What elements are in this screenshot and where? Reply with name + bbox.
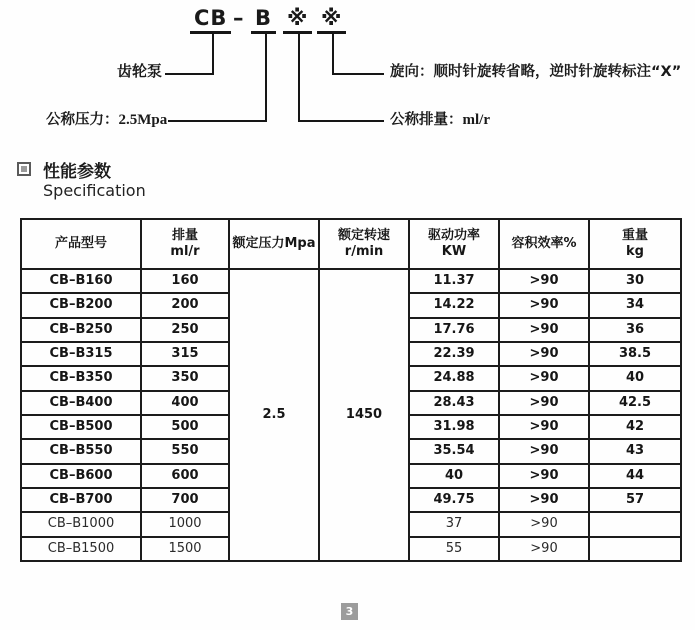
weight-cell: 38.5 (589, 342, 681, 366)
weight-cell (589, 537, 681, 561)
displacement-cell: 550 (141, 439, 229, 463)
section-title-zh: 性能参数 (43, 162, 111, 182)
power-cell: 11.37 (409, 269, 499, 293)
power-cell: 31.98 (409, 415, 499, 439)
table-header-row (21, 219, 681, 269)
power-cell: 40 (409, 464, 499, 488)
col-header-weight-line2: kg (626, 244, 644, 259)
col-header-volumetric-efficiency: 容积效率% (499, 219, 589, 269)
power-cell: 49.75 (409, 488, 499, 512)
callout-line-displacement-h (298, 120, 384, 122)
power-cell: 55 (409, 537, 499, 561)
col-header-displacement (141, 219, 229, 269)
model-cell: CB–B500 (21, 415, 141, 439)
efficiency-cell: >90 (499, 342, 589, 366)
weight-cell: 40 (589, 366, 681, 390)
callout-line-rotation-h (332, 73, 384, 75)
weight-cell: 36 (589, 318, 681, 342)
displacement-cell: 350 (141, 366, 229, 390)
model-cell: CB–B1500 (21, 537, 141, 561)
col-header-displacement-line2: ml/r (170, 244, 200, 259)
displacement-cell: 1000 (141, 512, 229, 536)
col-header-rated-pressure: 额定压力Mpa (229, 219, 319, 269)
weight-cell: 44 (589, 464, 681, 488)
power-cell: 22.39 (409, 342, 499, 366)
model-cell: CB–B160 (21, 269, 141, 293)
col-header-weight-line1: 重量 (621, 228, 648, 243)
efficiency-cell: >90 (499, 318, 589, 342)
power-cell: 28.43 (409, 391, 499, 415)
weight-cell (589, 512, 681, 536)
rated-pressure-cell: 2.5 (229, 269, 319, 561)
weight-cell: 42.5 (589, 391, 681, 415)
model-code-mark2: ※ (317, 6, 346, 34)
efficiency-cell: >90 (499, 464, 589, 488)
weight-cell: 57 (589, 488, 681, 512)
displacement-cell: 200 (141, 293, 229, 317)
power-cell: 37 (409, 512, 499, 536)
model-code-mark1: ※ (283, 6, 312, 34)
displacement-cell: 250 (141, 318, 229, 342)
col-header-drive-power-line2: KW (441, 244, 467, 259)
efficiency-cell: >90 (499, 512, 589, 536)
displacement-cell: 500 (141, 415, 229, 439)
label-nominal-pressure (46, 112, 167, 129)
efficiency-cell: >90 (499, 439, 589, 463)
col-header-weight (589, 219, 681, 269)
power-cell: 35.54 (409, 439, 499, 463)
table-row (21, 269, 681, 293)
efficiency-cell: >90 (499, 293, 589, 317)
efficiency-cell: >90 (499, 391, 589, 415)
displacement-cell: 600 (141, 464, 229, 488)
power-cell: 14.22 (409, 293, 499, 317)
model-cell: CB–B350 (21, 366, 141, 390)
page-number-badge: 3 (341, 603, 358, 620)
callout-line-pressure-v (265, 34, 267, 122)
model-cell: CB–B400 (21, 391, 141, 415)
displacement-cell: 700 (141, 488, 229, 512)
model-code-prefix: CB (190, 6, 231, 34)
model-cell: CB–B200 (21, 293, 141, 317)
callout-line-rotation-v (332, 34, 334, 75)
label-nominal-displacement (390, 112, 490, 129)
model-cell: CB–B1000 (21, 512, 141, 536)
label-nominal-pressure-value: 2.5Mpa (118, 112, 168, 128)
label-nominal-displacement-value: ml/r (462, 112, 490, 128)
weight-cell: 43 (589, 439, 681, 463)
model-code-series: B (251, 6, 276, 34)
efficiency-cell: >90 (499, 488, 589, 512)
weight-cell: 42 (589, 415, 681, 439)
spec-table (20, 218, 682, 562)
model-cell: CB–B600 (21, 464, 141, 488)
displacement-cell: 315 (141, 342, 229, 366)
spec-table-body (21, 269, 681, 561)
displacement-cell: 400 (141, 391, 229, 415)
callout-line-displacement-v (298, 34, 300, 122)
col-header-drive-power-line1: 驱动功率 (427, 228, 480, 243)
displacement-cell: 1500 (141, 537, 229, 561)
col-header-displacement-line1: 排量 (171, 228, 198, 243)
efficiency-cell: >90 (499, 415, 589, 439)
weight-cell: 34 (589, 293, 681, 317)
label-gear-pump: 齿轮泵 (117, 62, 163, 80)
label-rotation-direction: 旋向：顺时针旋转省略，逆时针旋转标注“X” (390, 64, 682, 80)
rated-speed-cell: 1450 (319, 269, 409, 561)
efficiency-cell: >90 (499, 366, 589, 390)
model-code-dash: – (233, 6, 245, 30)
efficiency-cell: >90 (499, 537, 589, 561)
callout-line-gear-pump-v (212, 34, 214, 75)
callout-line-gear-pump-h (165, 73, 214, 75)
col-header-model: 产品型号 (21, 219, 141, 269)
model-cell: CB–B550 (21, 439, 141, 463)
model-cell: CB–B700 (21, 488, 141, 512)
label-nominal-pressure-zh: 公称压力： (46, 112, 119, 128)
callout-line-pressure-h (168, 120, 267, 122)
label-nominal-displacement-zh: 公称排量： (390, 112, 463, 128)
weight-cell: 30 (589, 269, 681, 293)
model-cell: CB–B250 (21, 318, 141, 342)
power-cell: 17.76 (409, 318, 499, 342)
section-bullet-icon (17, 162, 31, 176)
section-title-en: Specification (43, 181, 146, 200)
col-header-rated-speed: 额定转速r/min (319, 219, 409, 269)
displacement-cell: 160 (141, 269, 229, 293)
col-header-drive-power (409, 219, 499, 269)
efficiency-cell: >90 (499, 269, 589, 293)
model-cell: CB–B315 (21, 342, 141, 366)
power-cell: 24.88 (409, 366, 499, 390)
